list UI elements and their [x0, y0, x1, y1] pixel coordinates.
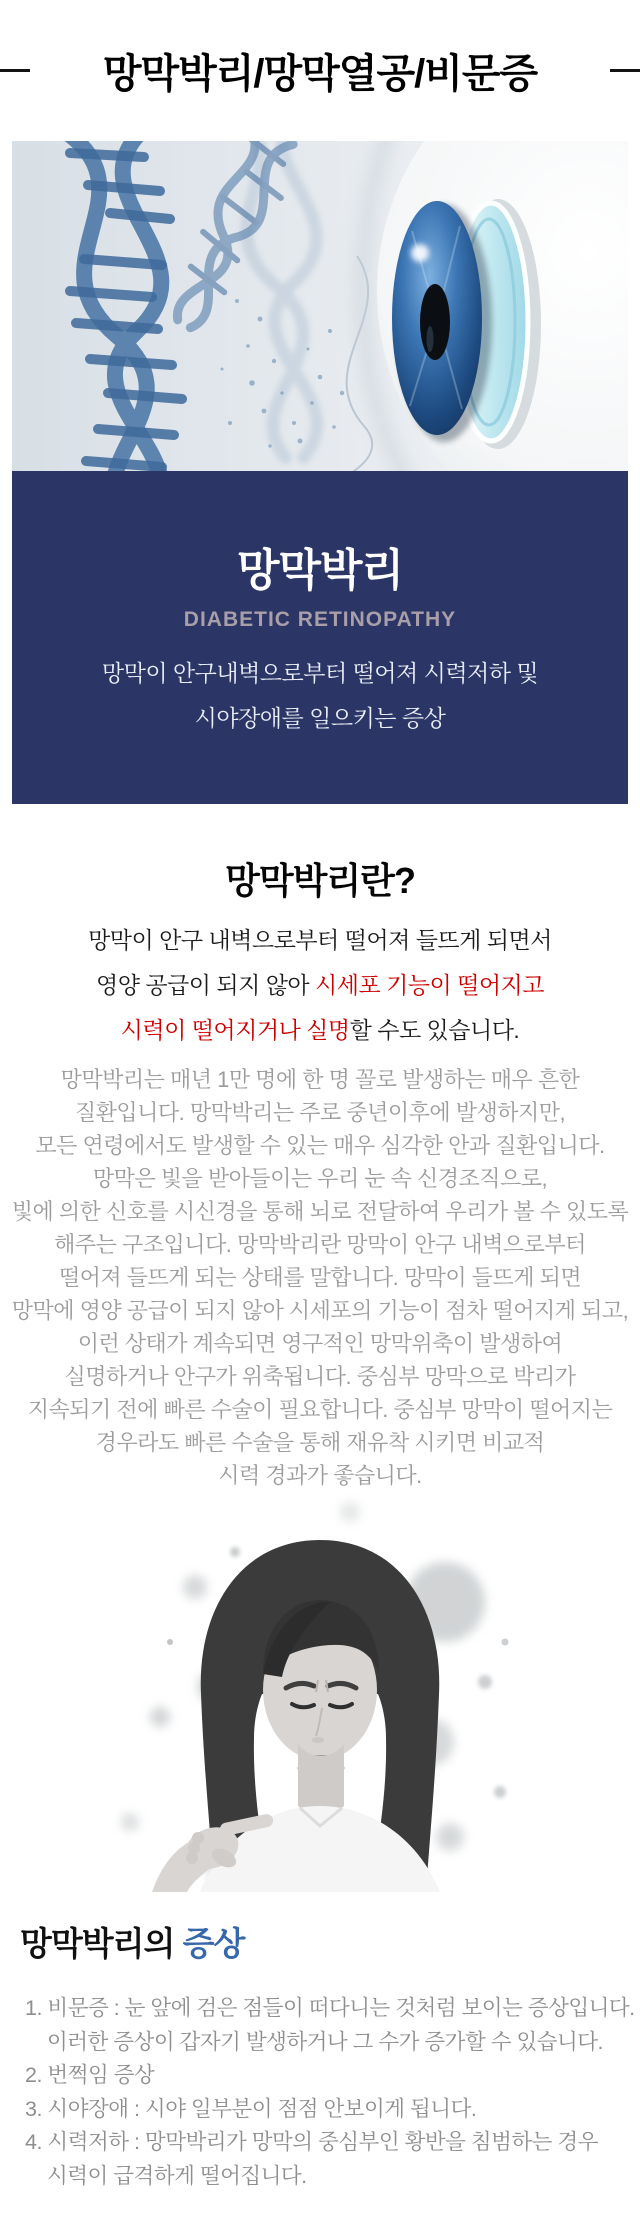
intro-line3-black: 할 수도 있습니다.: [349, 1017, 520, 1043]
symptoms-heading-black: 망막박리의: [20, 1925, 183, 1962]
item-number: 4.: [25, 2130, 42, 2154]
banner-subtitle: DIABETIC RETINOPATHY: [183, 608, 457, 631]
about-intro: [0, 918, 640, 1053]
body-line: 질환입니다. 망막박리는 주로 중년이후에 발생하지만,: [74, 1100, 566, 1125]
item-number: 2.: [25, 2063, 42, 2087]
woman-floaters-photo: [100, 1492, 540, 1892]
item-text: 비문증 : 눈 앞에 검은 점들이 떠다니는 것처럼 보이는 증상입니다.: [47, 1996, 635, 2020]
item-number: 1.: [25, 1996, 42, 2020]
intro-line2-black: 영양 공급이 되지 않아: [96, 972, 316, 998]
banner-desc-line1: 망막이 안구내벽으로부터 떨어져 시력저하 및: [101, 660, 539, 686]
banner-description: [12, 651, 628, 741]
list-item: [25, 1992, 640, 2059]
intro-line3: [0, 1008, 640, 1053]
item-number: 3.: [25, 2096, 42, 2121]
intro-line1: 망막이 안구 내벽으로부터 떨어져 들뜨게 되면서: [88, 927, 552, 953]
body-line: 실명하거나 안구가 위축됩니다. 중심부 망막으로 박리가: [64, 1364, 576, 1389]
body-line: 모든 연령에서도 발생할 수 있는 매우 심각한 안과 질환입니다.: [35, 1133, 605, 1158]
body-line: 떨어져 들뜨게 되는 상태를 말합니다. 망막이 들뜨게 되면: [58, 1265, 582, 1290]
body-line: 경우라도 빠른 수술을 통해 재유착 시키면 비교적: [95, 1430, 545, 1455]
body-line: 망막에 영양 공급이 되지 않아 시세포의 기능이 점차 떨어지게 되고,: [11, 1298, 629, 1323]
intro-line2-red: 시세포 기능이 떨어지고: [315, 972, 544, 998]
body-line: 이런 상태가 계속되면 영구적인 망막위축이 발생하여: [77, 1331, 563, 1356]
hero-dna-eye-illustration: [12, 141, 628, 471]
item-text: 시야장애 : 시야 일부분이 점점 안보이게 됩니다.: [47, 2096, 477, 2121]
body-line: 지속되기 전에 빠른 수술이 필요합니다. 중심부 망막이 떨어지는: [27, 1397, 613, 1422]
list-item: [25, 2093, 640, 2127]
body-line: 시력 경과가 좋습니다.: [218, 1463, 422, 1488]
item-text: 번쩍임 증상: [47, 2063, 155, 2087]
body-line: 빛에 의한 신호를 시신경을 통해 뇌로 전달하여 우리가 볼 수 있도록: [11, 1199, 629, 1224]
list-item: [25, 2059, 640, 2093]
item-text-continued: 이러한 증상이 갑자기 발생하거나 그 수가 증가할 수 있습니다.: [47, 2029, 603, 2054]
about-heading: 망막박리란?: [225, 860, 415, 901]
intro-line2: [0, 963, 640, 1008]
banner-title: 망막박리: [236, 546, 403, 595]
symptoms-heading-blue: 증상: [182, 1925, 245, 1962]
title-rule-left: [0, 69, 30, 72]
page-title: 망막박리/망막열공/비문증: [102, 52, 538, 96]
title-banner: [12, 471, 628, 804]
about-body-paragraph: [0, 1063, 640, 1492]
symptoms-heading: [20, 1922, 640, 1966]
item-text: 시력저하 : 망막박리가 망막의 중심부인 황반을 침범하는 경우: [47, 2130, 598, 2154]
body-line: 망막박리는 매년 1만 명에 한 명 꼴로 발생하는 매우 흔한: [60, 1067, 580, 1092]
title-rule-right: [610, 69, 640, 72]
pupil: [420, 284, 450, 360]
page-header: [0, 0, 640, 141]
banner-desc-line2: 시야장애를 일으키는 증상: [194, 705, 446, 731]
symptoms-list: [25, 1992, 640, 2193]
body-line: 망막은 빛을 받아들이는 우리 눈 속 신경조직으로,: [92, 1166, 548, 1191]
intro-line3-red: 시력이 떨어지거나 실명: [120, 1017, 350, 1043]
list-item: [25, 2126, 640, 2193]
item-text-continued: 시력이 급격하게 떨어집니다.: [47, 2163, 307, 2188]
body-line: 해주는 구조입니다. 망막박리란 망막이 안구 내벽으로부터: [54, 1232, 586, 1257]
